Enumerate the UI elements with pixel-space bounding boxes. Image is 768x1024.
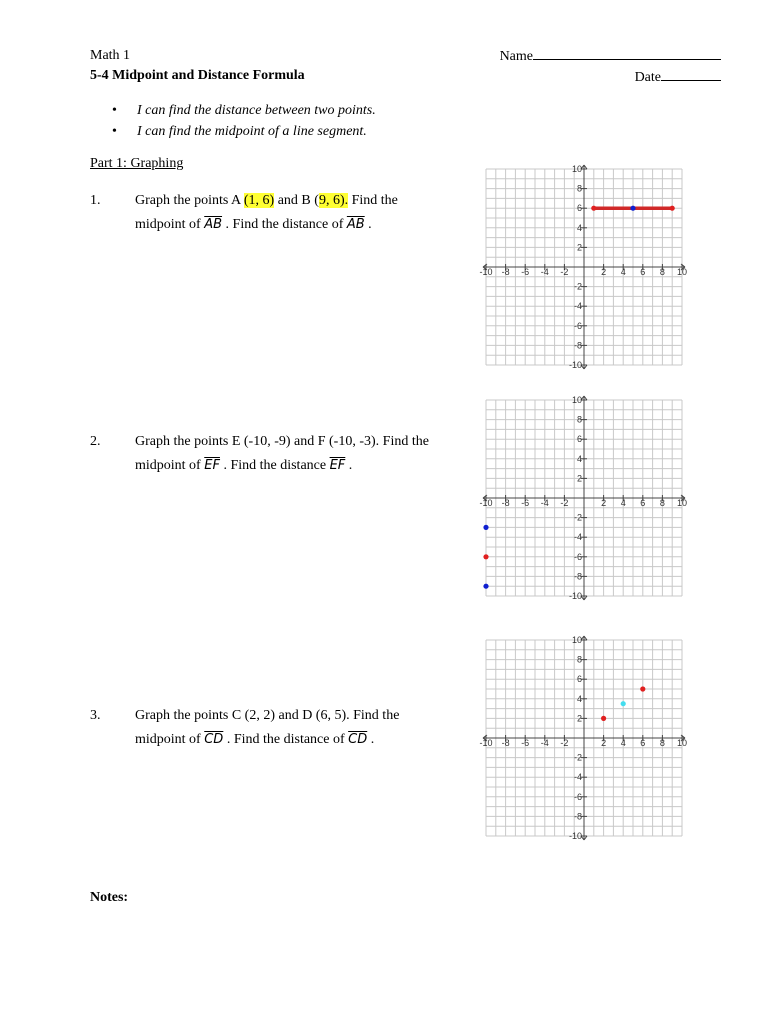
y-tick-label: 6 (576, 674, 582, 685)
segment-label: $\overline{CD}$ (348, 732, 368, 747)
x-tick-label: -8 (501, 738, 510, 748)
name-field[interactable] (495, 46, 721, 67)
text-run: midpoint of (135, 732, 205, 747)
y-tick-label: 10 (571, 164, 582, 174)
x-tick-label: 4 (620, 498, 626, 508)
segment-label: $\overline{EF}$ (329, 458, 346, 473)
y-tick-label: -2 (573, 512, 582, 523)
y-tick-label: -4 (573, 301, 582, 312)
y-tick-label: -6 (573, 551, 582, 562)
y-tick-label: -2 (573, 752, 582, 763)
y-tick-label: 6 (576, 434, 582, 445)
problem-number: 1. (90, 193, 101, 208)
problem-3 (90, 704, 470, 752)
highlight-point-a: (1, 6) (243, 193, 275, 208)
y-tick-label: 2 (576, 473, 582, 484)
plotted-point (591, 206, 596, 211)
plotted-point (601, 716, 606, 721)
objective-item: • I can find the midpoint of a line segment. (112, 121, 376, 142)
x-tick-label: 8 (659, 738, 665, 748)
date-field[interactable] (495, 67, 721, 88)
y-tick-label: -8 (573, 340, 582, 351)
text-run: midpoint of (135, 217, 205, 232)
y-tick-label: -2 (573, 281, 582, 292)
text-run: Graph the points C (2, 2) and D (6, 5). Find the (135, 708, 400, 723)
name-blank[interactable] (533, 46, 721, 60)
highlight-point-b: 9, 6). (318, 193, 349, 208)
y-tick-label: 2 (576, 242, 582, 253)
x-tick-label: 2 (601, 738, 607, 748)
text-run: Graph the points E (-10, -9) and F (-10, -3). Find the (135, 434, 429, 449)
problem-number: 2. (90, 434, 101, 449)
notes-label: Notes: (90, 890, 129, 905)
text-run: . Find the distance of (223, 732, 349, 747)
x-tick-label: -10 (479, 267, 493, 277)
plotted-point (640, 686, 645, 691)
y-tick-label: 8 (576, 414, 582, 425)
y-tick-label: -10 (568, 591, 582, 601)
y-tick-label: 4 (576, 693, 582, 704)
problem-text (135, 430, 470, 478)
x-tick-label: 6 (640, 267, 646, 277)
y-tick-label: -6 (573, 320, 582, 331)
x-tick-label: 2 (601, 267, 607, 277)
x-tick-label: -2 (560, 498, 569, 508)
name-label: Name (499, 49, 533, 64)
plotted-point (621, 701, 626, 706)
worksheet-title: 5-4 Midpoint and Distance Formula (90, 68, 305, 83)
coordinate-grid-3 (479, 635, 688, 841)
x-tick-label: 8 (659, 267, 665, 277)
part-heading: Part 1: Graphing (90, 156, 184, 171)
x-tick-label: 4 (620, 738, 626, 748)
problem-text (135, 189, 470, 237)
x-tick-label: 4 (620, 267, 626, 277)
x-tick-label: 10 (676, 738, 688, 748)
x-tick-label: 10 (676, 498, 688, 508)
text-run: midpoint of (135, 458, 205, 473)
x-tick-label: -2 (560, 738, 569, 748)
text-run: . Find the distance of (222, 217, 347, 232)
text-run: Find the (348, 193, 398, 208)
x-tick-label: 6 (640, 498, 646, 508)
y-tick-label: -4 (573, 772, 582, 783)
x-tick-label: -6 (521, 267, 530, 277)
coordinate-grid-1 (479, 164, 688, 370)
y-tick-label: -10 (568, 360, 582, 370)
text-run: Graph the points A (135, 193, 244, 208)
x-tick-label: -10 (479, 498, 493, 508)
date-blank[interactable] (661, 67, 721, 81)
text-run: . (345, 458, 353, 473)
header-left (90, 46, 305, 86)
y-tick-label: 10 (571, 635, 582, 645)
x-tick-label: 6 (640, 738, 646, 748)
x-tick-label: -8 (501, 498, 510, 508)
segment-label: $\overline{CD}$ (204, 732, 224, 747)
x-tick-label: -8 (501, 267, 510, 277)
objectives-list (112, 100, 376, 142)
text-run: . (367, 732, 375, 747)
x-tick-label: 8 (659, 498, 665, 508)
x-tick-label: -2 (560, 267, 569, 277)
y-tick-label: -6 (573, 791, 582, 802)
y-tick-label: 2 (576, 713, 582, 724)
x-tick-label: -10 (479, 738, 493, 748)
x-tick-label: -4 (540, 498, 549, 508)
y-tick-label: 4 (576, 222, 582, 233)
problem-text (135, 704, 470, 752)
y-tick-label: 8 (576, 654, 582, 665)
x-tick-label: -6 (521, 498, 530, 508)
problem-number: 3. (90, 708, 101, 723)
text-run: . Find the distance (219, 458, 330, 473)
problem-1 (90, 189, 470, 237)
plotted-point (630, 206, 635, 211)
x-tick-label: -4 (540, 267, 549, 277)
y-tick-label: 8 (576, 183, 582, 194)
segment-label: $\overline{AB}$ (346, 217, 365, 232)
coordinate-grid-2 (479, 395, 688, 601)
header-right (495, 46, 721, 88)
text-run: . (364, 217, 372, 232)
x-tick-label: -4 (540, 738, 549, 748)
segment-label: $\overline{EF}$ (204, 458, 220, 473)
course-name: Math 1 (90, 48, 131, 63)
plotted-point (483, 554, 488, 559)
date-label: Date (634, 70, 661, 85)
y-tick-label: -4 (573, 532, 582, 543)
y-tick-label: 6 (576, 203, 582, 214)
objective-item: • I can find the distance between two points. (112, 100, 376, 121)
x-tick-label: 2 (601, 498, 607, 508)
plotted-point (670, 206, 675, 211)
x-tick-label: -6 (521, 738, 530, 748)
y-tick-label: -8 (573, 571, 582, 582)
y-tick-label: 4 (576, 453, 582, 464)
plotted-point (483, 584, 488, 589)
x-tick-label: 10 (676, 267, 688, 277)
problem-2 (90, 430, 470, 478)
y-tick-label: 10 (571, 395, 582, 405)
y-tick-label: -10 (568, 831, 582, 841)
y-tick-label: -8 (573, 811, 582, 822)
segment-label: $\overline{AB}$ (204, 217, 223, 232)
plotted-point (483, 525, 488, 530)
text-run: and B ( (274, 193, 319, 208)
